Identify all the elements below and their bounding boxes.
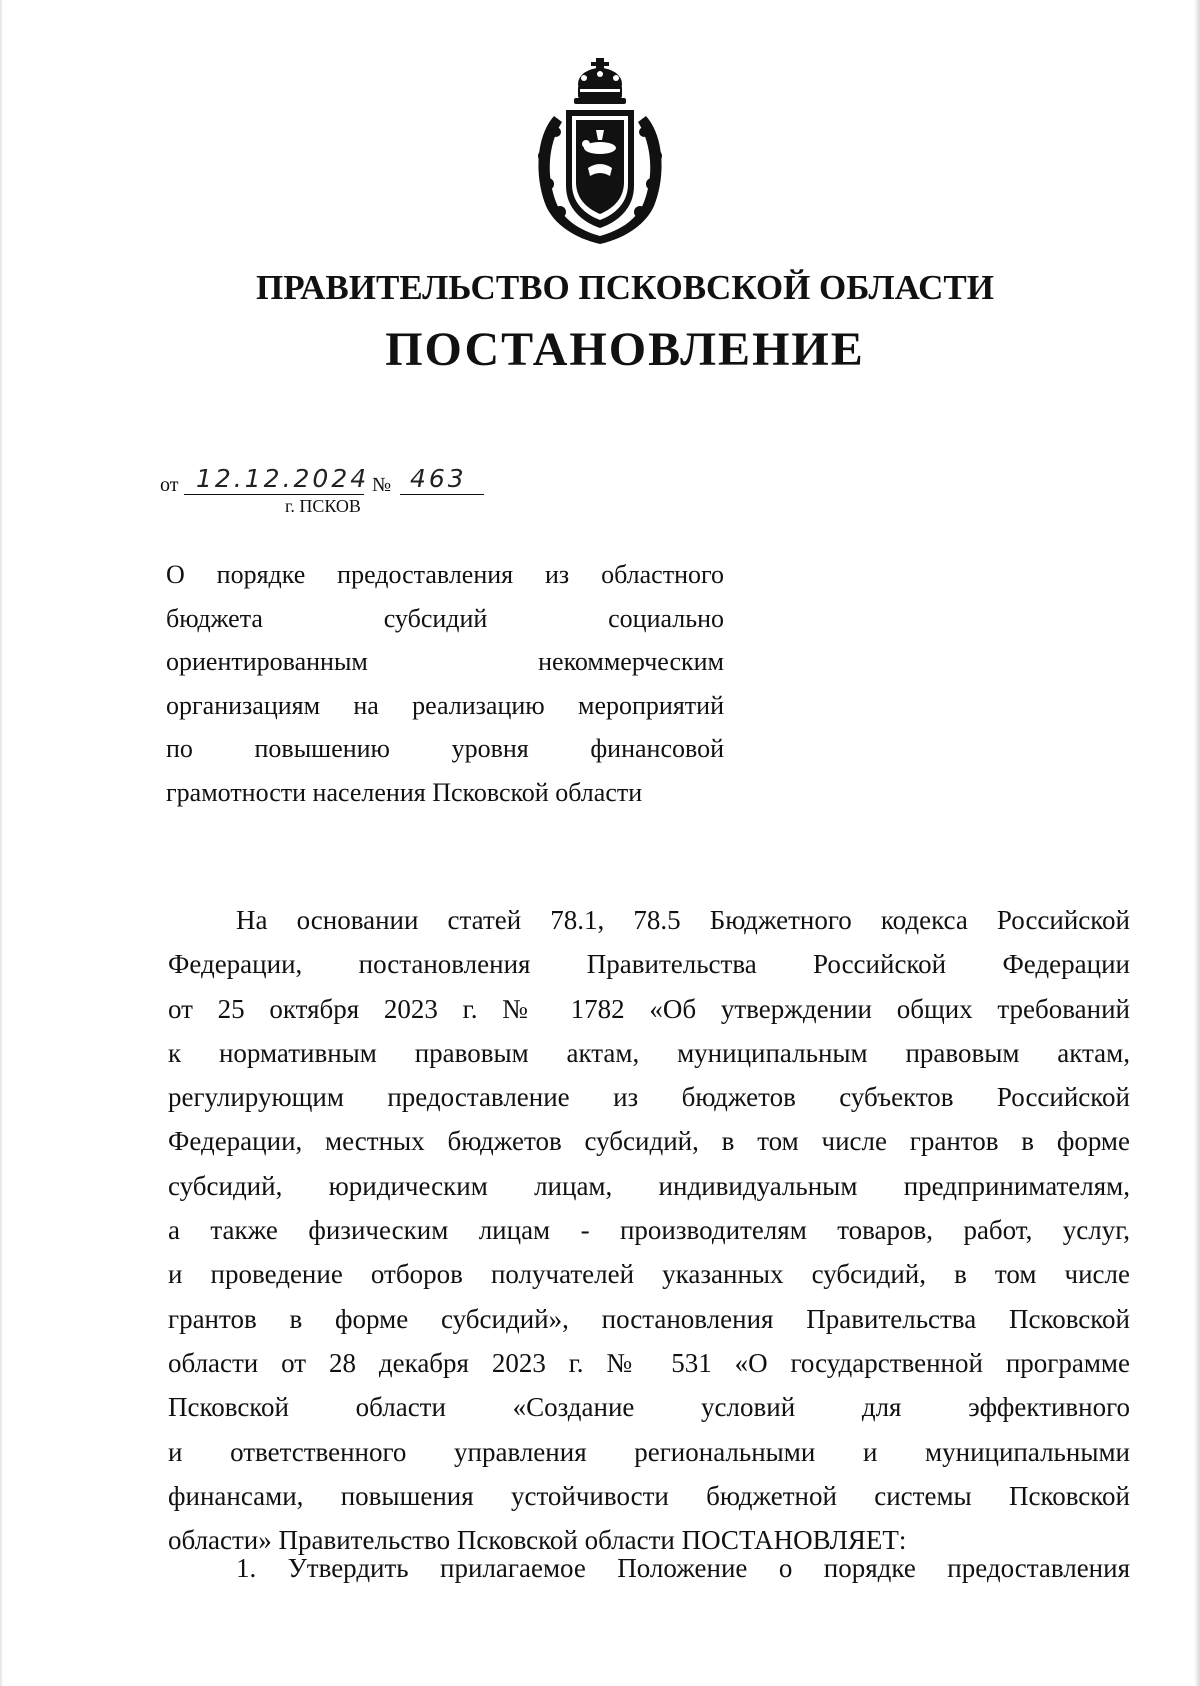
date-number-line xyxy=(160,466,520,500)
scan-edge-left xyxy=(0,0,3,1686)
body-line: На основании статей 78.1, 78.5 Бюджетного кодекса Российской xyxy=(236,905,1130,935)
authority-title: ПРАВИТЕЛЬСТВО ПСКОВСКОЙ ОБЛАСТИ xyxy=(256,268,994,307)
document-type-title: ПОСТАНОВЛЕНИЕ xyxy=(385,323,865,376)
body-line: Федерации, постановления Правительства Российской Федерации xyxy=(168,949,1130,980)
item-1-paragraph: 1. Утвердить прилагаемое Положение о порядке предоставления xyxy=(236,1553,1130,1583)
body-line: и проведение отборов получателей указанных субсидий, в том числе xyxy=(168,1259,1130,1290)
body-line: финансами, повышения устойчивости бюджетной системы Псковской xyxy=(168,1480,1130,1511)
body-line: регулирующим предоставление из бюджетов субъектов Российской xyxy=(168,1082,1130,1113)
number-prefix: № xyxy=(372,474,392,496)
subject-line: ориентированным некоммерческим xyxy=(166,647,724,676)
subject-line: по повышению уровня финансовой xyxy=(166,734,724,763)
body-line: к нормативным правовым актам, муниципальным правовым актам, xyxy=(168,1037,1130,1068)
body-line: Псковской области «Создание условий для эффективного xyxy=(168,1392,1130,1423)
body-line: и ответственного управления региональными и муниципальными xyxy=(168,1436,1130,1467)
preamble-paragraph xyxy=(168,898,1130,1562)
pskov-coat-of-arms-icon xyxy=(526,56,674,251)
body-line: от 25 октября 2023 г. № 1782 «Об утверждении общих требований xyxy=(168,993,1130,1024)
subject-line: организациям на реализацию мероприятий xyxy=(166,690,724,720)
subject-line: бюджета субсидий социально xyxy=(166,603,724,633)
body-line: Федерации, местных бюджетов субсидий, в том числе грантов в форме xyxy=(168,1126,1130,1157)
body-line: области» Правительство Псковской области ПОСТАНОВЛЯЕТ: xyxy=(168,1525,907,1556)
scan-edge-right xyxy=(1194,0,1200,1686)
date-underline xyxy=(184,494,364,495)
subject-line: О порядке предоставления из областного xyxy=(166,560,724,589)
body-line: а также физическим лицам - производителям товаров, работ, услуг, xyxy=(168,1215,1130,1246)
body-line: области от 28 декабря 2023 г. № 531 «О государственной программе xyxy=(168,1347,1130,1378)
subject-line: грамотности населения Псковской области xyxy=(166,777,643,807)
date-prefix: от xyxy=(160,474,179,496)
number-value: 463 xyxy=(410,464,467,493)
body-line: грантов в форме субсидий», постановления Правительства Псковской xyxy=(168,1303,1130,1334)
document-subject xyxy=(166,553,724,814)
date-value: 12.12.2024 xyxy=(196,464,370,493)
number-underline xyxy=(400,494,484,495)
city: г. ПСКОВ xyxy=(285,496,361,516)
body-line: субсидий, юридическим лицам, индивидуальным предпринимателям, xyxy=(168,1170,1130,1201)
